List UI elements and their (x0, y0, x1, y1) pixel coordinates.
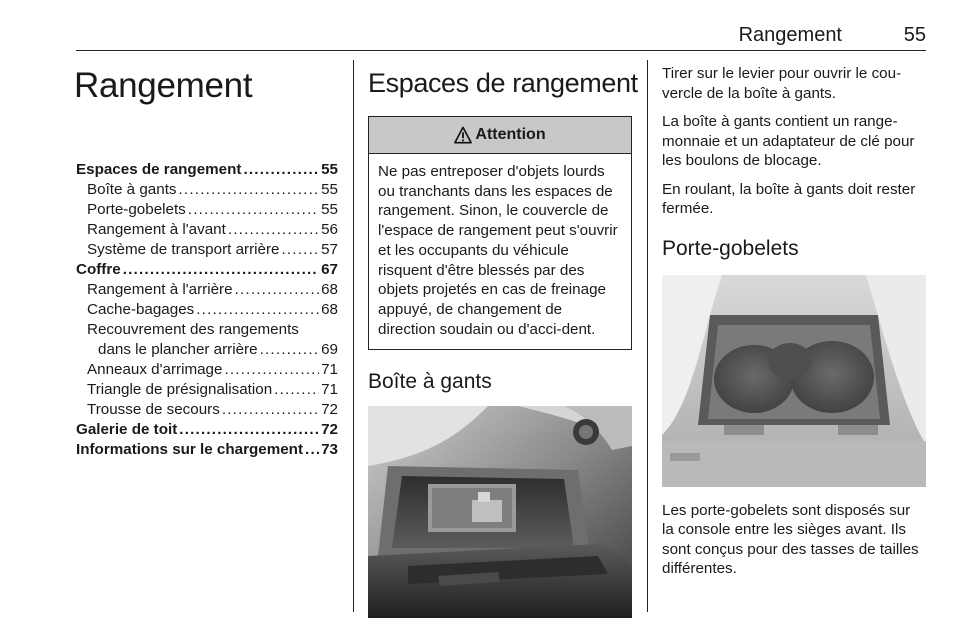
toc-leader (281, 240, 319, 260)
attention-text: Ne pas entreposer d'objets lourds ou tranchants dans les espaces de rangement. Sinon, le couvercle de l'espace de rangement peut s'ouvrir et les occupants du véhicule risquent d'être blessés par des objets projetés en cas de freinage appuyé, de changement de direction soudain ou d'acci-dent. (378, 163, 618, 338)
toc-page: 72 (321, 421, 338, 438)
cupholder-illustration (662, 275, 926, 487)
toc-leader (196, 300, 319, 320)
glovebox-illustration (368, 406, 632, 618)
toc-label: Espaces de rangement (76, 161, 242, 178)
toc-entry-recouvrement-line1[interactable] (76, 320, 338, 340)
toc-entry-coffre[interactable] (76, 260, 338, 280)
toc-label: Trousse de secours (87, 401, 220, 418)
toc-leader (224, 360, 319, 380)
toc-entry-rangement-arriere[interactable] (76, 280, 338, 300)
toc-leader (243, 160, 319, 180)
glovebox-heading: Boîte à gants (368, 370, 492, 394)
toc-leader (179, 180, 320, 200)
toc-label: Triangle de présignalisation (87, 381, 273, 398)
running-header (76, 24, 926, 51)
toc-label: Porte-gobelets (87, 201, 186, 218)
toc-entry-trousse-secours[interactable] (76, 400, 338, 420)
toc-entry-informations-chargement[interactable] (76, 440, 338, 460)
toc-entry-cache-bagages[interactable] (76, 300, 338, 320)
column-divider (353, 60, 354, 612)
toc-label: Recouvrement des rangements (87, 321, 299, 338)
attention-label: Attention (475, 126, 546, 143)
toc-page: 72 (321, 401, 338, 418)
toc-entry-boite-a-gants[interactable] (76, 180, 338, 200)
toc-entry-anneaux-arrimage[interactable] (76, 360, 338, 380)
toc-label: Rangement à l'avant (87, 221, 226, 238)
toc-page: 55 (321, 181, 338, 198)
toc-leader (123, 260, 319, 280)
toc-leader (305, 440, 319, 460)
toc-page: 73 (321, 441, 338, 458)
header-page-number: 55 (903, 24, 926, 46)
chapter-title: Rangement (74, 66, 253, 105)
content-column-right (662, 60, 926, 588)
toc-label: Anneaux d'arrimage (87, 361, 223, 378)
toc-leader (222, 400, 319, 420)
warning-triangle-icon (454, 126, 472, 144)
toc-page: 69 (321, 341, 338, 358)
toc-entry-triangle[interactable] (76, 380, 338, 400)
toc-entry-porte-gobelets[interactable] (76, 200, 338, 220)
cupholders-paragraph: Les porte-gobelets sont disposés sur la console entre les sièges avant. Ils sont conçus pour des tasses de tailles différentes. (662, 501, 919, 577)
toc-label: Système de transport arrière (87, 241, 280, 258)
attention-header (369, 117, 631, 154)
toc-label: Cache-bagages (87, 301, 195, 318)
toc-page: 55 (321, 201, 338, 218)
toc-page: 71 (321, 361, 338, 378)
toc-entry-systeme-transport-arriere[interactable] (76, 240, 338, 260)
toc-entry-galerie-de-toit[interactable] (76, 420, 338, 440)
toc-page: 56 (321, 221, 338, 238)
toc-leader (228, 220, 319, 240)
glovebox-paragraph: Tirer sur le levier pour ouvrir le cou-vercle de la boîte à gants. (662, 65, 902, 102)
toc-leader (260, 340, 320, 360)
toc-label-continuation: dans le plancher arrière (98, 341, 258, 358)
toc-label: Coffre (76, 261, 121, 278)
toc-column (76, 60, 338, 460)
glovebox-photo (368, 406, 632, 618)
toc-label: Galerie de toit (76, 421, 178, 438)
toc-label: Boîte à gants (87, 181, 177, 198)
toc-entry-recouvrement-line2[interactable] (76, 340, 338, 360)
attention-box (368, 116, 632, 350)
toc-label: Informations sur le chargement (76, 441, 304, 458)
toc-page: 68 (321, 301, 338, 318)
toc-label: Rangement à l'arrière (87, 281, 233, 298)
toc-entry-rangement-avant[interactable] (76, 220, 338, 240)
toc-entry-espaces-de-rangement[interactable] (76, 160, 338, 180)
toc-leader (188, 200, 319, 220)
cupholder-photo (662, 275, 926, 487)
glovebox-paragraph: En roulant, la boîte à gants doit rester fermée. (662, 180, 916, 217)
cupholders-heading: Porte-gobelets (662, 236, 799, 260)
header-title: Rangement (738, 24, 842, 46)
toc-leader (274, 380, 319, 400)
section-title: Espaces de rangement (368, 68, 638, 98)
toc-leader (235, 280, 320, 300)
toc-page: 71 (321, 381, 338, 398)
column-divider (647, 60, 648, 612)
content-column-middle (368, 60, 638, 618)
glovebox-paragraph: La boîte à gants contient un range-monnaie et un adaptateur de clé pour les boulons de blocage. (662, 113, 915, 169)
toc-page: 55 (321, 161, 338, 178)
table-of-contents (76, 160, 338, 460)
toc-page: 68 (321, 281, 338, 298)
toc-page: 57 (321, 241, 338, 258)
toc-leader (179, 420, 319, 440)
toc-page: 67 (321, 261, 338, 278)
